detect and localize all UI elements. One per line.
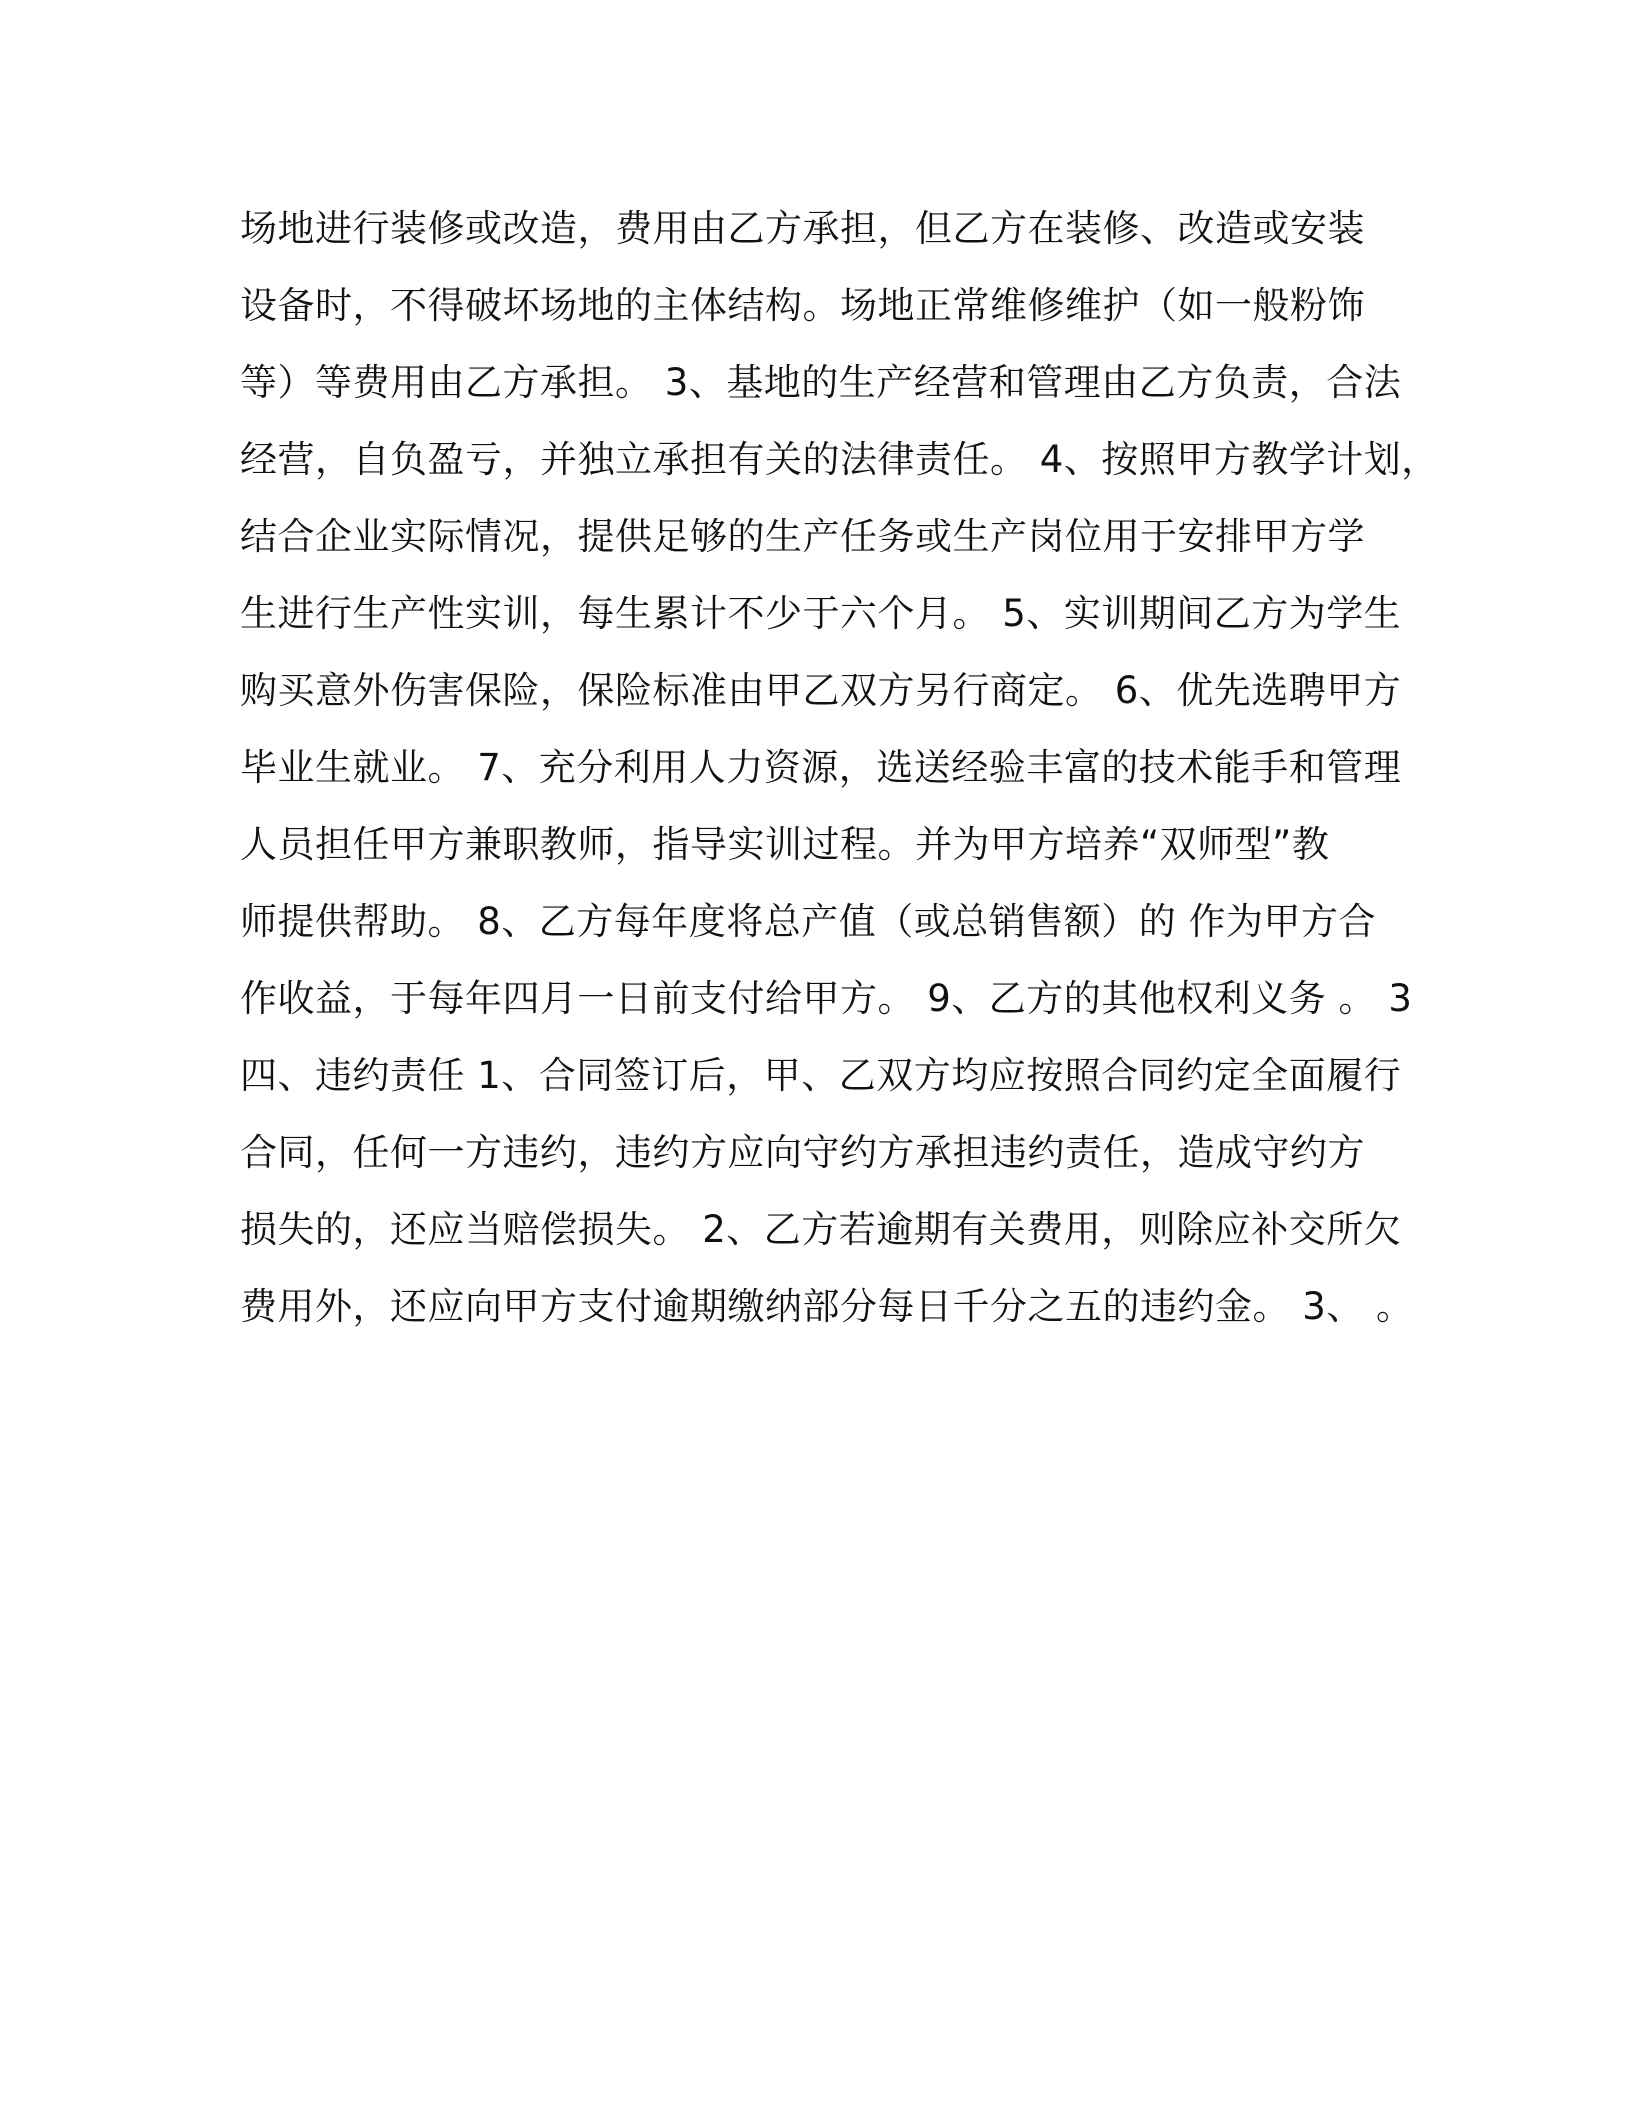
text-line: 损失的，还应当赔偿损失。 2、乙方若逾期有关费用，则除应补交所欠 xyxy=(240,1208,1402,1251)
text-line: 四、违约责任 1、合同签订后，甲、乙双方均应按照合同约定全面履行 xyxy=(240,1054,1402,1097)
text-line: 经营，自负盈亏，并独立承担有关的法律责任。 4、按照甲方教学计划， xyxy=(240,438,1439,481)
text-line: 购买意外伤害保险，保险标准由甲乙双方另行商定。 6、优先选聘甲方 xyxy=(240,669,1402,712)
text-line: 等）等费用由乙方承担。 3、基地的生产经营和管理由乙方负责，合法 xyxy=(240,361,1402,404)
text-line: 生进行生产性实训，每生累计不少于六个月。 5、实训期间乙方为学生 xyxy=(240,592,1402,635)
contract-text-block xyxy=(240,190,1439,1345)
text-line: 结合企业实际情况，提供足够的生产任务或生产岗位用于安排甲方学 xyxy=(240,515,1365,558)
text-line: 场地进行装修或改造，费用由乙方承担，但乙方在装修、改造或安装 xyxy=(240,207,1365,250)
text-line: 费用外，还应向甲方支付逾期缴纳部分每日千分之五的违约金。 3、 。 xyxy=(240,1285,1414,1328)
text-line: 合同，任何一方违约，违约方应向守约方承担违约责任，造成守约方 xyxy=(240,1131,1365,1174)
text-line: 设备时，不得破坏场地的主体结构。场地正常维修维护（如一般粉饰 xyxy=(240,284,1365,327)
text-line: 作收益，于每年四月一日前支付给甲方。 9、乙方的其他权利义务 。 3 xyxy=(240,977,1413,1020)
text-line: 毕业生就业。 7、充分利用人力资源，选送经验丰富的技术能手和管理 xyxy=(240,746,1402,789)
text-line: 人员担任甲方兼职教师，指导实训过程。并为甲方培养“双师型”教 xyxy=(240,823,1330,866)
text-line: 师提供帮助。 8、乙方每年度将总产值（或总销售额）的 作为甲方合 xyxy=(240,900,1377,943)
